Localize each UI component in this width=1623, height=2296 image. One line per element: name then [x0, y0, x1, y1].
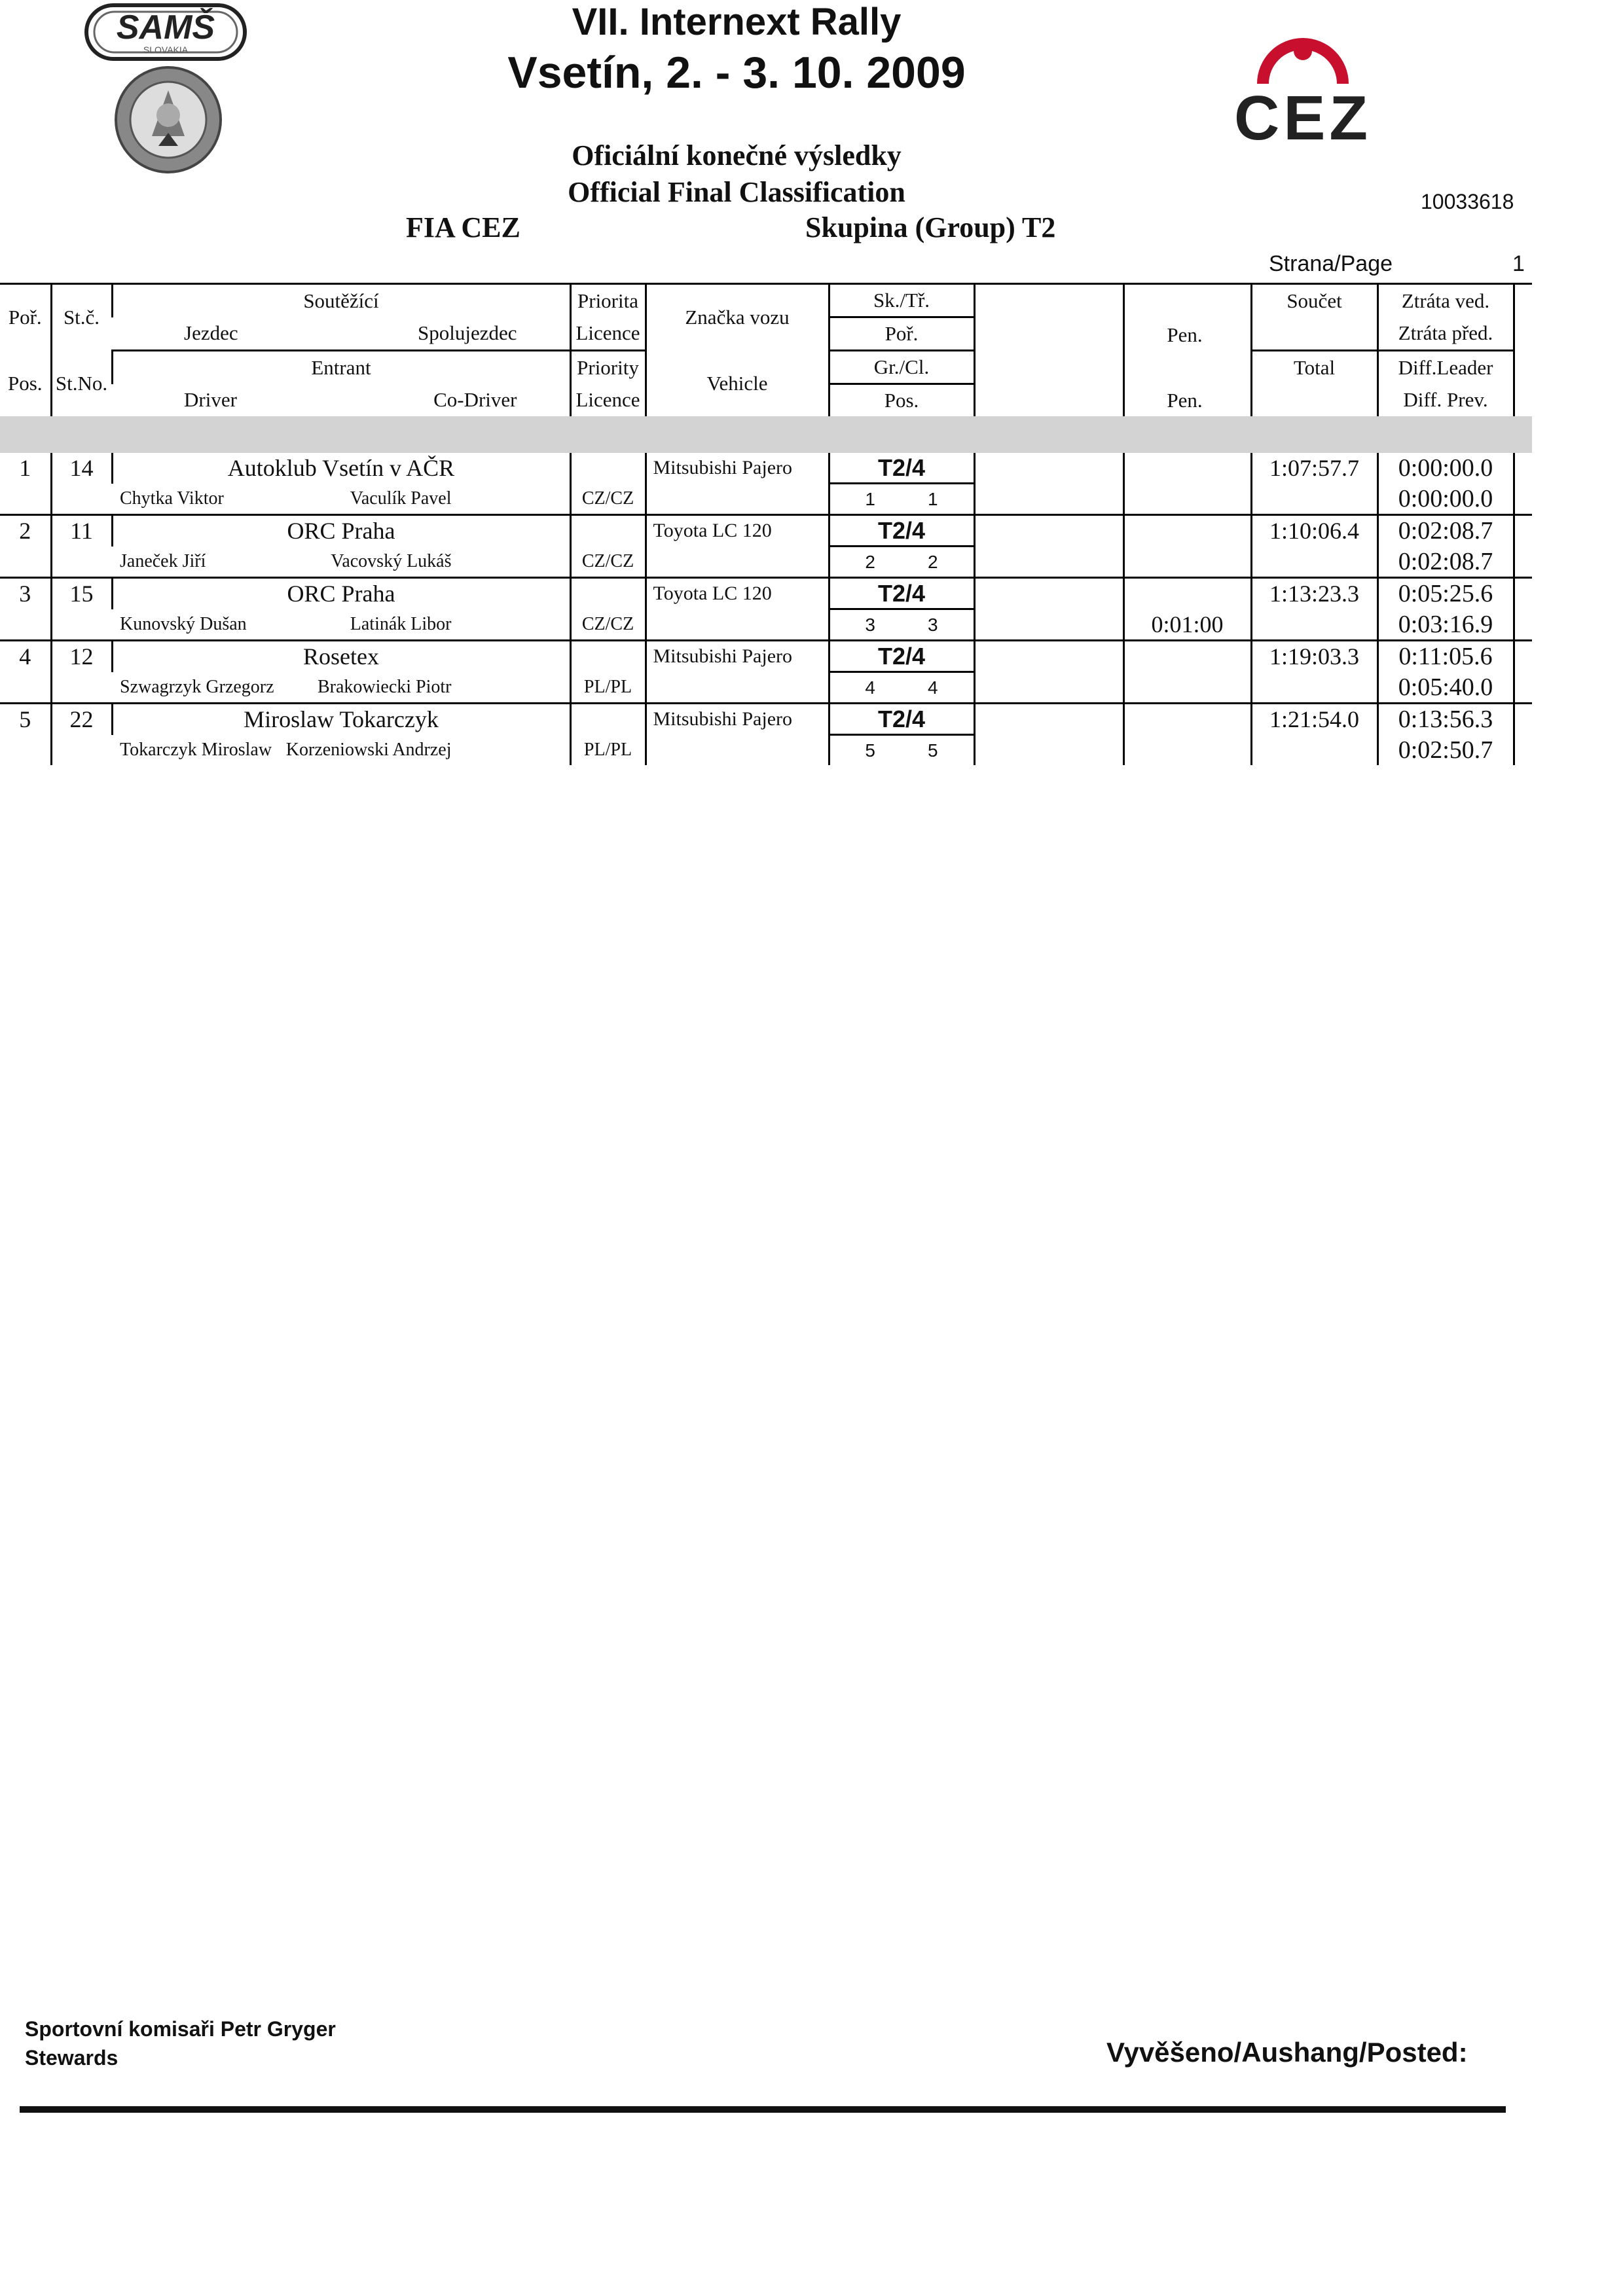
group-separator-bar	[0, 416, 1532, 453]
result-diff-prev: 0:00:00.0	[1377, 484, 1514, 515]
col-driver-cz: Jezdec	[184, 321, 238, 345]
result-row-crew	[0, 547, 1532, 578]
result-class: T2/4	[829, 578, 974, 609]
result-codriver: Latinák Libor	[350, 613, 452, 634]
col-clspos-cz: Poř.	[829, 317, 974, 351]
result-diff-leader: 0:11:05.6	[1377, 641, 1514, 672]
event-title: VII. Internext Rally	[572, 1, 902, 43]
result-total: 1:07:57.7	[1251, 453, 1377, 484]
doc-title-cz: Oficiální konečné výsledky	[572, 139, 902, 171]
col-vehicle-en: Vehicle	[646, 351, 829, 417]
result-row	[0, 515, 1532, 547]
header-row-cz	[0, 284, 1532, 317]
result-codriver: Vaculík Pavel	[350, 488, 452, 509]
result-driver: Janeček Jiří	[120, 550, 206, 571]
result-driver: Chytka Viktor	[120, 488, 224, 509]
result-total: 1:10:06.4	[1251, 515, 1377, 547]
result-penalty	[1123, 453, 1251, 515]
result-driver: Szwagrzyk Grzegorz	[120, 676, 274, 697]
result-row-crew	[0, 609, 1532, 641]
group-label: Skupina (Group) T2	[805, 211, 1056, 243]
result-group-pos: 5	[865, 740, 875, 761]
page-number: 1	[1512, 251, 1525, 276]
result-vehicle: Mitsubishi Pajero	[646, 641, 829, 672]
col-pos-cz: Poř.	[0, 284, 51, 351]
result-class: T2/4	[829, 453, 974, 484]
posted-label: Vyvěšeno/Aushang/Posted:	[1106, 2037, 1468, 2068]
result-penalty	[1123, 641, 1251, 704]
result-pos: 3	[0, 578, 51, 641]
doc-title-en: Official Final Classification	[568, 176, 905, 208]
result-penalty	[1123, 515, 1251, 578]
result-class-pos: 2	[928, 551, 938, 572]
result-licence: CZ/CZ	[570, 609, 646, 641]
result-class-pos: 3	[928, 614, 938, 635]
result-row	[0, 704, 1532, 735]
result-diff-prev: 0:02:50.7	[1377, 735, 1514, 766]
col-stno-cz: St.č.	[51, 284, 112, 351]
col-blank-cz	[974, 284, 1123, 351]
result-row-crew	[0, 735, 1532, 766]
result-stno: 15	[51, 578, 112, 641]
col-pen-cz: Pen.	[1123, 284, 1251, 351]
result-row-crew	[0, 672, 1532, 704]
sams-logo-subtext: SLOVAKIA	[143, 45, 189, 55]
col-licence-en: Licence	[570, 384, 646, 417]
col-diff-prev-cz: Ztráta před.	[1377, 317, 1514, 351]
result-diff-leader: 0:13:56.3	[1377, 704, 1514, 735]
stewards-en: Stewards	[25, 2046, 119, 2070]
col-total-cz: Součet	[1251, 284, 1377, 317]
stewards-cz: Sportovní komisaři Petr Gryger	[25, 2017, 336, 2041]
col-class-cz: Sk./Tř.	[829, 284, 974, 317]
sams-logo-text: SAMŠ	[116, 9, 215, 46]
col-clspos-en: Pos.	[829, 384, 974, 417]
result-vehicle: Mitsubishi Pajero	[646, 704, 829, 735]
result-row	[0, 641, 1532, 672]
col-stno-en: St.No.	[51, 351, 112, 417]
result-driver: Kunovský Dušan	[120, 613, 247, 634]
col-entrant-en: Entrant	[112, 351, 570, 384]
result-class: T2/4	[829, 515, 974, 547]
result-group-pos: 4	[865, 677, 875, 698]
result-licence: PL/PL	[570, 735, 646, 766]
result-licence: CZ/CZ	[570, 484, 646, 515]
result-stno: 22	[51, 704, 112, 766]
header-row-en	[0, 351, 1532, 384]
col-pos-en: Pos.	[7, 371, 43, 395]
result-pos: 4	[0, 641, 51, 704]
footer-divider	[20, 2106, 1506, 2113]
result-class-pos: 5	[928, 740, 938, 761]
col-diff-prev-en: Diff. Prev.	[1377, 384, 1514, 417]
result-stno: 14	[51, 453, 112, 515]
result-entrant: Miroslaw Tokarczyk	[112, 704, 570, 735]
category-label: FIA CEZ	[406, 211, 520, 243]
result-penalty: 0:01:00	[1123, 578, 1251, 641]
result-class-pos: 4	[928, 677, 938, 698]
result-diff-prev: 0:03:16.9	[1377, 609, 1514, 641]
result-codriver: Brakowiecki Piotr	[317, 676, 452, 697]
result-diff-prev: 0:02:08.7	[1377, 547, 1514, 578]
col-vehicle-cz: Značka vozu	[646, 284, 829, 351]
col-codriver-en: Co-Driver	[433, 388, 517, 412]
col-class-en: Gr./Cl.	[829, 351, 974, 384]
result-total: 1:13:23.3	[1251, 578, 1377, 609]
result-codriver: Korzeniowski Andrzej	[285, 739, 452, 760]
result-vehicle: Mitsubishi Pajero	[646, 453, 829, 484]
result-licence: PL/PL	[570, 672, 646, 704]
result-entrant: ORC Praha	[112, 578, 570, 609]
result-group-pos: 1	[865, 488, 875, 509]
result-diff-leader: 0:00:00.0	[1377, 453, 1514, 484]
result-stno: 11	[51, 515, 112, 578]
page-label: Strana/Page	[1269, 251, 1393, 276]
col-codriver-cz: Spolujezdec	[417, 321, 517, 345]
results-table	[0, 283, 1532, 765]
result-entrant: Autoklub Vsetín v AČR	[112, 453, 570, 484]
cez-logo-text: CEZ	[1234, 83, 1372, 153]
result-driver: Tokarczyk Miroslaw	[120, 739, 272, 760]
result-total: 1:19:03.3	[1251, 641, 1377, 672]
result-row	[0, 453, 1532, 484]
col-diff-leader-cz: Ztráta ved.	[1377, 284, 1514, 317]
result-entrant: Rosetex	[112, 641, 570, 672]
result-diff-leader: 0:05:25.6	[1377, 578, 1514, 609]
result-stno: 12	[51, 641, 112, 704]
result-codriver: Vacovský Lukáš	[331, 550, 452, 571]
result-penalty	[1123, 704, 1251, 766]
result-diff-leader: 0:02:08.7	[1377, 515, 1514, 547]
col-competitor-cz: Soutěžící	[112, 284, 570, 317]
result-pos: 2	[0, 515, 51, 578]
col-priority-en: Priority	[570, 351, 646, 384]
result-class: T2/4	[829, 641, 974, 672]
result-licence: CZ/CZ	[570, 547, 646, 578]
col-pen-en: Pen.	[1123, 351, 1251, 417]
result-pos: 1	[19, 455, 31, 481]
result-row-crew	[0, 484, 1532, 515]
result-class-pos: 1	[928, 488, 938, 509]
result-pos: 5	[0, 704, 51, 766]
result-diff-prev: 0:05:40.0	[1377, 672, 1514, 704]
document-number: 10033618	[1421, 190, 1514, 213]
result-entrant: ORC Praha	[112, 515, 570, 547]
col-licence-cz: Licence	[570, 317, 646, 351]
col-diff-leader-en: Diff.Leader	[1377, 351, 1514, 384]
col-driver-en: Driver	[184, 388, 237, 412]
col-priority-cz: Priorita	[570, 284, 646, 317]
result-total: 1:21:54.0	[1251, 704, 1377, 735]
result-group-pos: 3	[865, 614, 875, 635]
result-class: T2/4	[829, 704, 974, 735]
result-vehicle: Toyota LC 120	[646, 515, 829, 547]
col-total-en: Total	[1251, 351, 1377, 384]
result-vehicle: Toyota LC 120	[646, 578, 829, 609]
result-row	[0, 578, 1532, 609]
event-date: Vsetín, 2. - 3. 10. 2009	[507, 48, 966, 98]
result-group-pos: 2	[865, 551, 875, 572]
